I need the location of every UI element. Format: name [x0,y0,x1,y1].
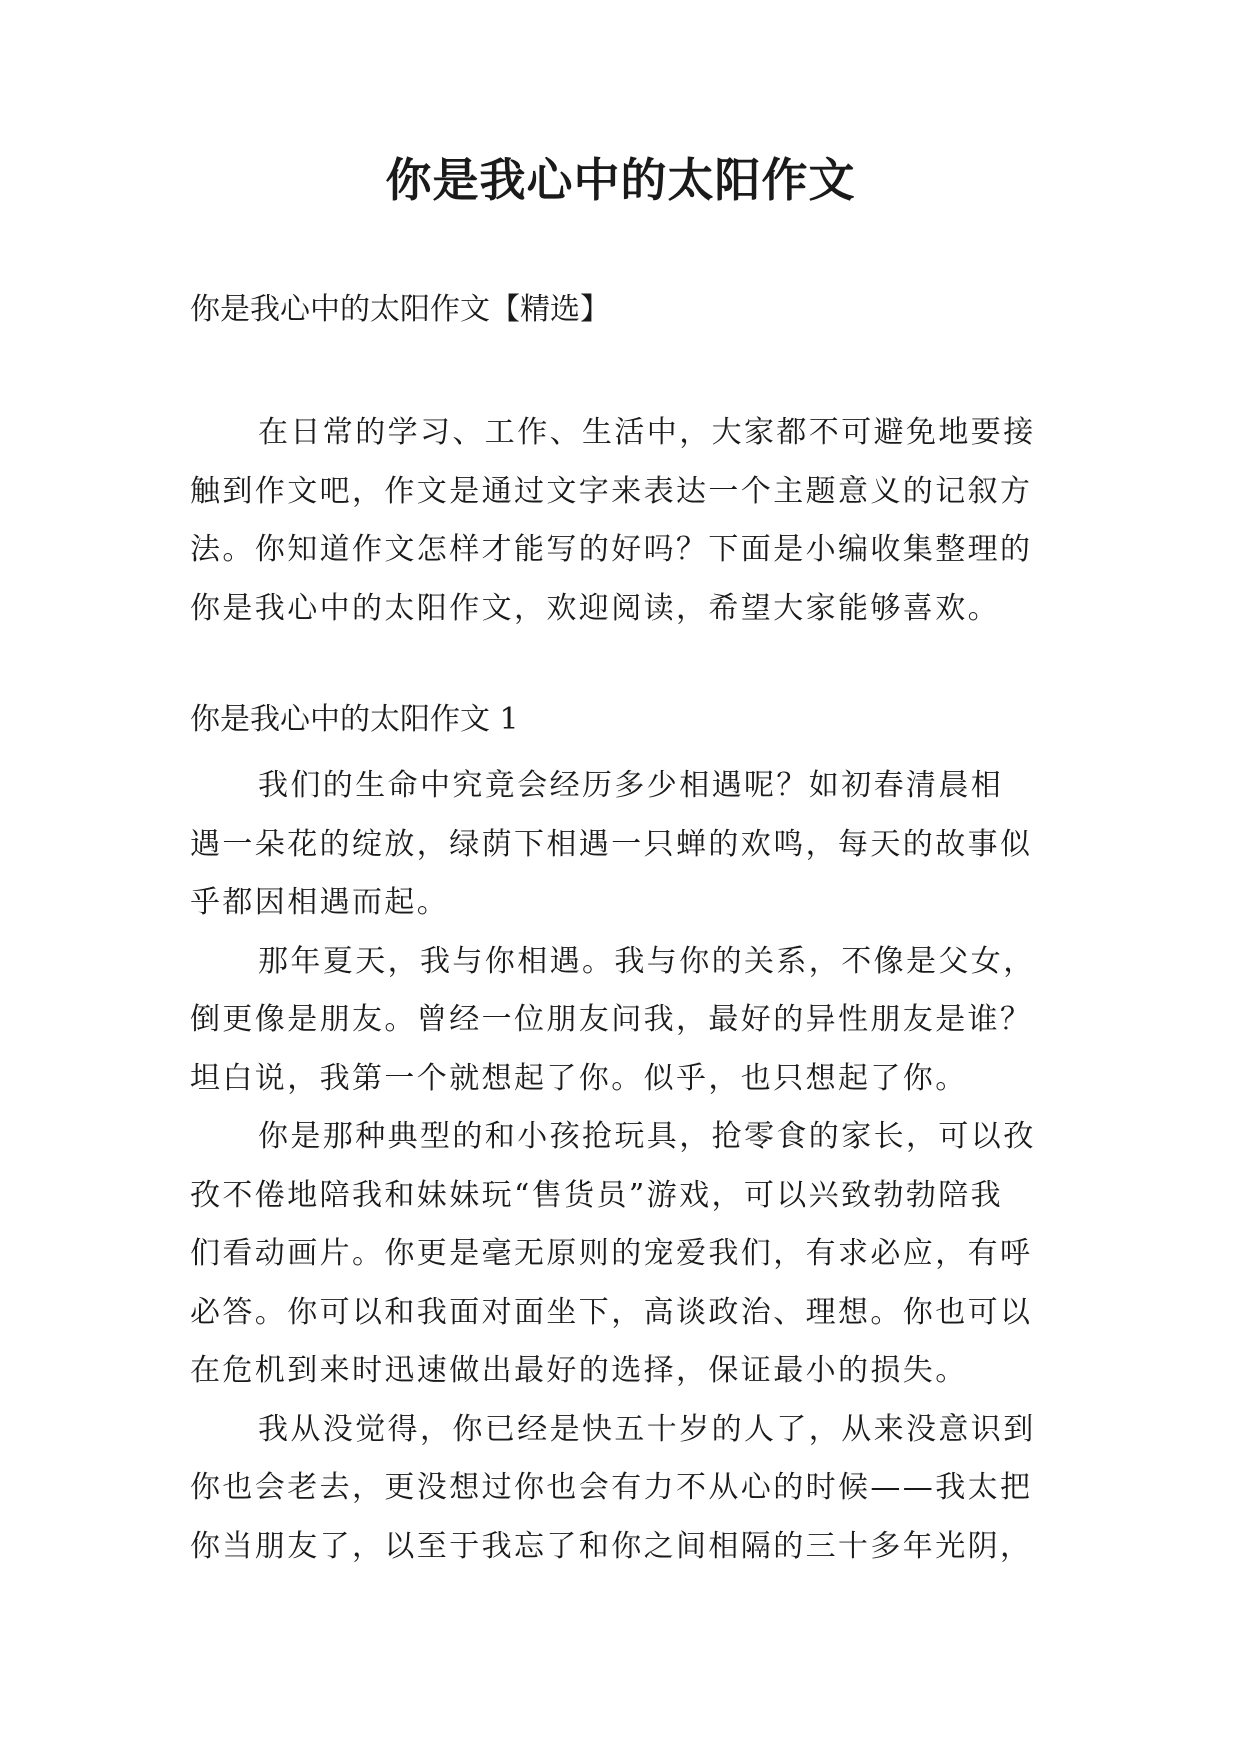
text-line: 孜不倦地陪我和妹妹玩“售货员”游戏，可以兴致勃勃陪我 [190,1177,1004,1213]
text-line: 们看动画片。你更是毫无原则的宠爱我们，有求必应，有呼 [190,1236,1033,1271]
essay-paragraph [190,757,1070,933]
essay-paragraph [190,1401,1070,1577]
intro-paragraph [190,404,1070,638]
text-line: 倒更像是朋友。曾经一位朋友问我，最好的异性朋友是谁？ [190,1002,1033,1037]
text-line: 触到作文吧，作文是通过文字来表达一个主题意义的记叙方 [190,473,1033,509]
text-line: 我从没觉得，你已经是快五十岁的人了，从来没意识到 [258,1411,1036,1447]
section-heading: 你是我心中的太阳作文 1 [190,702,519,737]
text-line: 遇一朵花的绽放，绿荫下相遇一只蝉的欢鸣，每天的故事似 [190,826,1033,862]
text-line: 你是那种典型的和小孩抢玩具，抢零食的家长，可以孜 [258,1119,1036,1154]
text-line: 在危机到来时迅速做出最好的选择，保证最小的损失。 [190,1353,968,1388]
text-line: 那年夏天，我与你相遇。我与你的关系，不像是父女， [258,943,1036,979]
text-line: 坦白说，我第一个就想起了你。似乎，也只想起了你。 [190,1060,968,1096]
text-line: 法。你知道作文怎样才能写的好吗？下面是小编收集整理的 [190,532,1033,567]
document-subtitle: 你是我心中的太阳作文【精选】 [190,292,610,327]
text-line: 你也会老去，更没想过你也会有力不从心的时候——我太把 [190,1470,1033,1505]
text-line: 必答。你可以和我面对面坐下，高谈政治、理想。你也可以 [190,1294,1033,1330]
text-line: 你是我心中的太阳作文，欢迎阅读，希望大家能够喜欢。 [190,590,1000,626]
document-title: 你是我心中的太阳作文 [385,153,856,207]
essay-paragraph [190,933,1070,1109]
essay-body [190,757,1070,1576]
essay-paragraph [190,1108,1070,1401]
text-line: 乎都因相遇而起。 [190,885,450,920]
text-line: 在日常的学习、工作、生活中，大家都不可避免地要接 [258,415,1036,450]
text-line: 你当朋友了，以至于我忘了和你之间相隔的三十多年光阴， [190,1528,1033,1564]
text-line: 我们的生命中究竟会经历多少相遇呢？如初春清晨相 [258,768,1004,803]
